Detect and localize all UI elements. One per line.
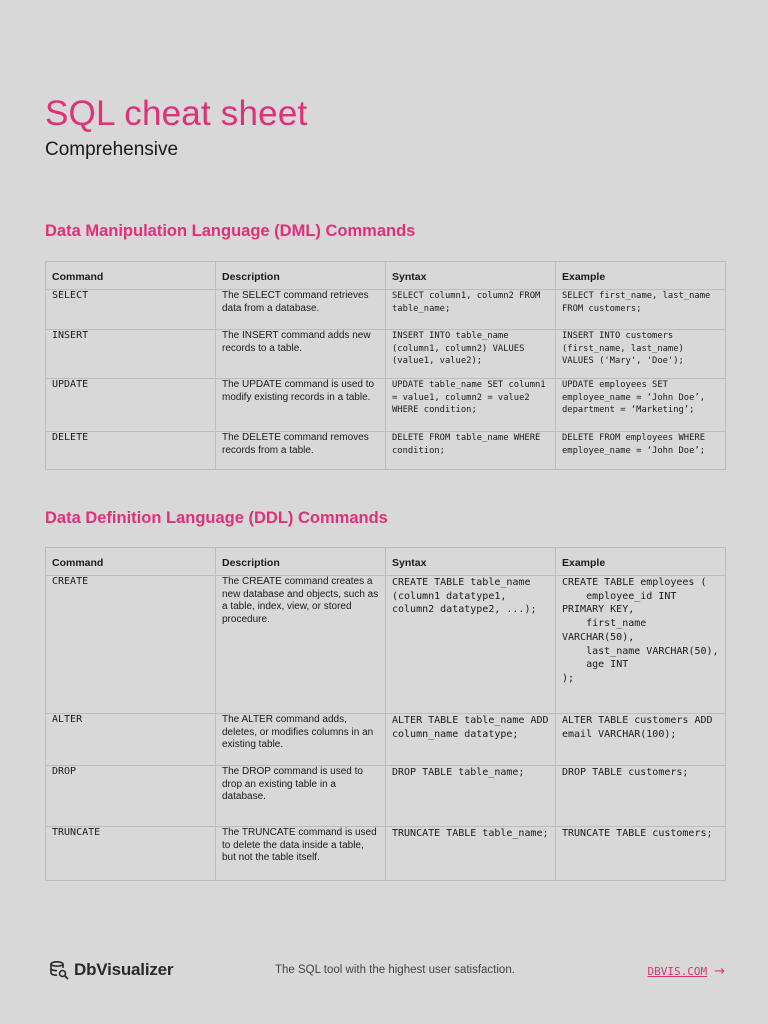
command-cell: UPDATE — [46, 379, 216, 432]
description-cell: The CREATE command creates a new database and objects, such as a table, index, view, or stored procedure. — [216, 576, 386, 714]
page-title: SQL cheat sheet — [45, 94, 308, 133]
description-cell: The UPDATE command is used to modify existing records in a table. — [216, 379, 386, 432]
command-cell: CREATE — [46, 576, 216, 714]
column-header-example: Example — [556, 548, 726, 576]
table-row — [46, 432, 726, 470]
description-cell: The TRUNCATE command is used to delete the data inside a table, but not the table itself. — [216, 827, 386, 881]
syntax-cell: TRUNCATE TABLE table_name; — [386, 827, 556, 881]
page-footer — [45, 958, 725, 984]
column-header-example: Example — [556, 262, 726, 290]
description-cell: The DROP command is used to drop an existing table in a database. — [216, 766, 386, 827]
syntax-cell: UPDATE table_name SET column1 = value1, column2 = value2 WHERE condition; — [386, 379, 556, 432]
table-row — [46, 290, 726, 330]
example-cell: ALTER TABLE customers ADD email VARCHAR(100); — [556, 714, 726, 766]
arrow-right-icon: → — [714, 964, 725, 979]
site-link-text[interactable]: DBVIS.COM — [647, 965, 708, 978]
database-search-icon — [49, 960, 69, 980]
dbvis-site-link[interactable] — [647, 964, 725, 979]
column-header-syntax: Syntax — [386, 262, 556, 290]
command-cell: SELECT — [46, 290, 216, 330]
dbvisualizer-logo — [49, 960, 173, 980]
description-cell: The INSERT command adds new records to a table. — [216, 330, 386, 379]
ddl-commands-table — [45, 547, 726, 881]
table-row — [46, 766, 726, 827]
column-header-description: Description — [216, 548, 386, 576]
example-cell: SELECT first_name, last_name FROM customers; — [556, 290, 726, 330]
command-cell: TRUNCATE — [46, 827, 216, 881]
example-cell: DELETE FROM employees WHERE employee_name = ‘John Doe’; — [556, 432, 726, 470]
table-header-row — [46, 548, 726, 576]
column-header-command: Command — [46, 548, 216, 576]
description-cell: The ALTER command adds, deletes, or modifies columns in an existing table. — [216, 714, 386, 766]
example-cell: CREATE TABLE employees ( employee_id INT PRIMARY KEY, first_name VARCHAR(50), last_name VARCHAR(50), age INT ); — [556, 576, 726, 714]
table-row — [46, 576, 726, 714]
column-header-syntax: Syntax — [386, 548, 556, 576]
description-cell: The SELECT command retrieves data from a database. — [216, 290, 386, 330]
command-cell: DROP — [46, 766, 216, 827]
example-cell: INSERT INTO customers (first_name, last_name) VALUES ('Mary', 'Doe'); — [556, 330, 726, 379]
logo-text: DbVisualizer — [74, 960, 174, 979]
command-cell: ALTER — [46, 714, 216, 766]
syntax-cell: ALTER TABLE table_name ADD column_name datatype; — [386, 714, 556, 766]
column-header-description: Description — [216, 262, 386, 290]
dml-commands-table — [45, 261, 726, 470]
table-row — [46, 330, 726, 379]
footer-tagline: The SQL tool with the highest user satisfaction. — [275, 964, 515, 976]
dml-section-heading: Data Manipulation Language (DML) Commands — [45, 222, 416, 240]
example-cell: UPDATE employees SET employee_name = ‘John Doe’, department = ‘Marketing’; — [556, 379, 726, 432]
column-header-command: Command — [46, 262, 216, 290]
table-header-row — [46, 262, 726, 290]
ddl-section-heading: Data Definition Language (DDL) Commands — [45, 509, 388, 527]
example-cell: TRUNCATE TABLE customers; — [556, 827, 726, 881]
command-cell: DELETE — [46, 432, 216, 470]
syntax-cell: DELETE FROM table_name WHERE condition; — [386, 432, 556, 470]
syntax-cell: SELECT column1, column2 FROM table_name; — [386, 290, 556, 330]
syntax-cell: INSERT INTO table_name (column1, column2) VALUES (value1, value2); — [386, 330, 556, 379]
syntax-cell: CREATE TABLE table_name (column1 datatype1, column2 datatype2, ...); — [386, 576, 556, 714]
command-cell: INSERT — [46, 330, 216, 379]
syntax-cell: DROP TABLE table_name; — [386, 766, 556, 827]
description-cell: The DELETE command removes records from a table. — [216, 432, 386, 470]
example-cell: DROP TABLE customers; — [556, 766, 726, 827]
table-row — [46, 379, 726, 432]
table-row — [46, 714, 726, 766]
table-row — [46, 827, 726, 881]
page-subtitle: Comprehensive — [45, 139, 179, 160]
